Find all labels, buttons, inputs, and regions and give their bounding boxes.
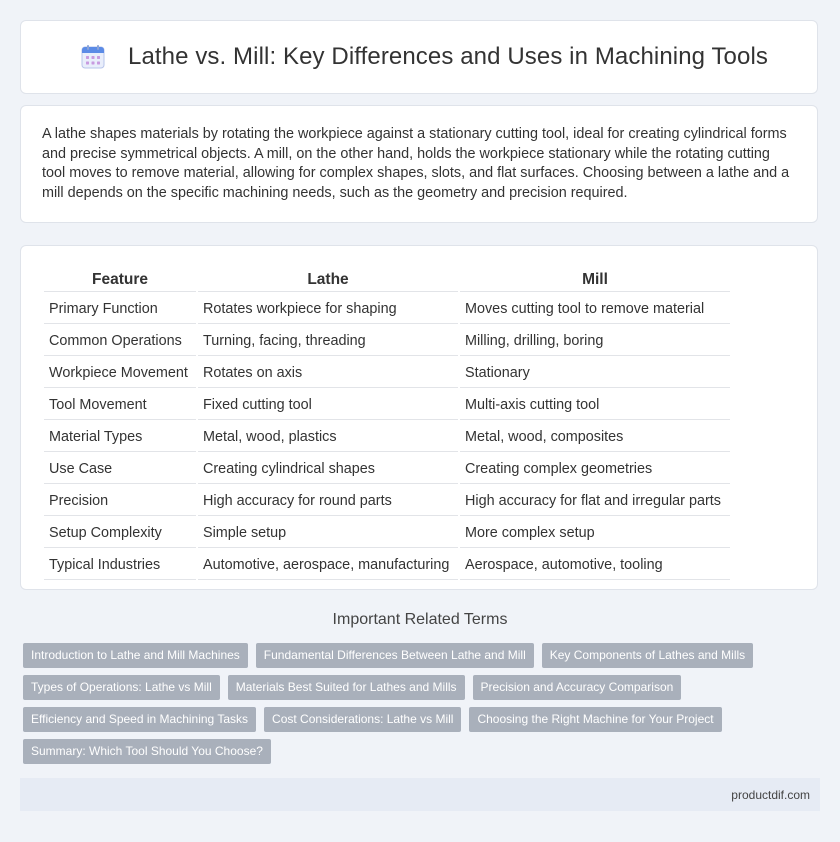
feature-cell: Primary Function — [44, 294, 196, 324]
related-term-tag[interactable]: Types of Operations: Lathe vs Mill — [23, 675, 220, 700]
table-row — [44, 518, 730, 548]
feature-cell: Tool Movement — [44, 390, 196, 420]
feature-cell: Precision — [44, 486, 196, 516]
related-term-tag[interactable]: Precision and Accuracy Comparison — [473, 675, 682, 700]
table-row — [44, 454, 730, 484]
table-row — [44, 326, 730, 356]
related-term-tag[interactable]: Efficiency and Speed in Machining Tasks — [23, 707, 256, 732]
lathe-cell: Rotates on axis — [198, 358, 458, 388]
lathe-cell: Fixed cutting tool — [198, 390, 458, 420]
mill-cell: High accuracy for flat and irregular parts — [460, 486, 730, 516]
related-term-tag[interactable]: Summary: Which Tool Should You Choose? — [23, 739, 271, 764]
comparison-table — [42, 266, 732, 582]
table-row — [44, 390, 730, 420]
mill-cell: Milling, drilling, boring — [460, 326, 730, 356]
mill-cell: More complex setup — [460, 518, 730, 548]
footer — [20, 778, 820, 811]
feature-cell: Common Operations — [44, 326, 196, 356]
table-row — [44, 358, 730, 388]
footer-site-link[interactable]: productdif.com — [731, 788, 810, 802]
table-header-row — [44, 268, 730, 292]
lathe-cell: High accuracy for round parts — [198, 486, 458, 516]
lathe-cell: Rotates workpiece for shaping — [198, 294, 458, 324]
mill-cell: Metal, wood, composites — [460, 422, 730, 452]
page-title: Lathe vs. Mill: Key Differences and Uses in Machining Tools — [128, 43, 768, 70]
related-term-tag[interactable]: Choosing the Right Machine for Your Project — [469, 707, 721, 732]
lathe-cell: Turning, facing, threading — [198, 326, 458, 356]
table-row — [44, 550, 730, 580]
calendar-icon — [80, 44, 106, 70]
related-term-tag[interactable]: Introduction to Lathe and Mill Machines — [23, 643, 248, 668]
feature-cell: Use Case — [44, 454, 196, 484]
feature-cell: Material Types — [44, 422, 196, 452]
related-terms-list — [23, 643, 783, 771]
table-row — [44, 422, 730, 452]
header-card — [20, 20, 818, 94]
title-wrap — [21, 21, 817, 93]
table-row — [44, 294, 730, 324]
mill-cell: Stationary — [460, 358, 730, 388]
mill-cell: Moves cutting tool to remove material — [460, 294, 730, 324]
lathe-cell: Creating cylindrical shapes — [198, 454, 458, 484]
related-term-tag[interactable]: Key Components of Lathes and Mills — [542, 643, 753, 668]
lathe-cell: Metal, wood, plastics — [198, 422, 458, 452]
lathe-cell: Automotive, aerospace, manufacturing — [198, 550, 458, 580]
header-mill: Mill — [460, 268, 730, 292]
mill-cell: Creating complex geometries — [460, 454, 730, 484]
related-term-tag[interactable]: Materials Best Suited for Lathes and Mills — [228, 675, 465, 700]
intro-paragraph: A lathe shapes materials by rotating the workpiece against a stationary cutting tool, ideal for creating cylindrical forms and precise symmetrical objects. A mill, on the other hand, holds the workpiece stationary while the rotating cutting tool moves to remove material, allowing for complex shapes, slots, and flat surfaces. Choosing between a lathe and a mill depends on the specific machining needs, such as the geometry and precision required. — [42, 126, 790, 201]
feature-cell: Typical Industries — [44, 550, 196, 580]
related-term-tag[interactable]: Fundamental Differences Between Lathe and Mill — [256, 643, 534, 668]
related-terms-title: Important Related Terms — [332, 611, 508, 628]
related-term-tag[interactable]: Cost Considerations: Lathe vs Mill — [264, 707, 461, 732]
feature-cell: Workpiece Movement — [44, 358, 196, 388]
mill-cell: Aerospace, automotive, tooling — [460, 550, 730, 580]
feature-cell: Setup Complexity — [44, 518, 196, 548]
header-feature: Feature — [44, 268, 196, 292]
comparison-table-card — [20, 245, 818, 590]
mill-cell: Multi-axis cutting tool — [460, 390, 730, 420]
header-lathe: Lathe — [198, 268, 458, 292]
table-row — [44, 486, 730, 516]
lathe-cell: Simple setup — [198, 518, 458, 548]
intro-card — [20, 105, 818, 223]
